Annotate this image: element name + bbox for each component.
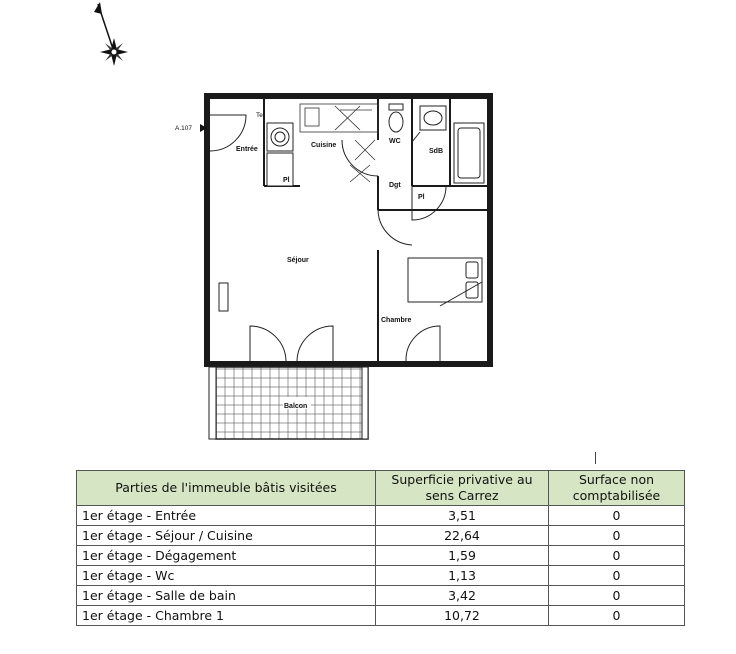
room-label-chambre: Chambre <box>381 317 412 324</box>
cell-non-comptabilisee: 0 <box>549 566 685 586</box>
cell-non-comptabilisee: 0 <box>549 526 685 546</box>
toilet-icon <box>389 104 403 132</box>
sink-icon <box>420 106 446 130</box>
compass-rose-icon <box>94 2 128 66</box>
table-row <box>77 566 685 586</box>
cell-carrez: 1,13 <box>376 566 549 586</box>
cell-carrez: 3,51 <box>376 506 549 526</box>
header-non-comptabilisee: Surface non comptabilisée <box>549 471 685 506</box>
cell-part: 1er étage - Wc <box>77 566 376 586</box>
room-label-pl-2: Pl <box>418 194 425 201</box>
cell-part: 1er étage - Chambre 1 <box>77 606 376 626</box>
table-row <box>77 526 685 546</box>
cell-non-comptabilisee: 0 <box>549 506 685 526</box>
bathtub-icon <box>454 123 484 183</box>
table-row <box>77 606 685 626</box>
cell-carrez: 3,42 <box>376 586 549 606</box>
table-row <box>77 546 685 566</box>
room-label-balcon: Balcon <box>284 403 308 410</box>
table-header-row <box>77 471 685 506</box>
cell-part: 1er étage - Entrée <box>77 506 376 526</box>
room-label-dgt: Dgt <box>389 182 401 189</box>
room-label-entree: Entrée <box>236 146 258 153</box>
marker-tick <box>595 452 596 464</box>
area-table <box>76 470 685 626</box>
cell-part: 1er étage - Salle de bain <box>77 586 376 606</box>
cell-non-comptabilisee: 0 <box>549 606 685 626</box>
table-row <box>77 586 685 606</box>
cell-part: 1er étage - Dégagement <box>77 546 376 566</box>
cell-carrez: 22,64 <box>376 526 549 546</box>
room-label-sdb: SdB <box>429 148 443 155</box>
room-label-te: Te <box>256 112 263 119</box>
radiator <box>219 283 228 311</box>
cell-non-comptabilisee: 0 <box>549 546 685 566</box>
cell-non-comptabilisee: 0 <box>549 586 685 606</box>
room-label-cuisine: Cuisine <box>311 142 337 149</box>
header-carrez: Superficie privative au sens Carrez <box>376 471 549 506</box>
room-label-pl-1: Pl <box>283 177 290 184</box>
header-parts: Parties de l'immeuble bâtis visitées <box>77 471 376 506</box>
bed-icon <box>408 258 482 306</box>
room-label-sejour: Séjour <box>287 257 309 264</box>
cell-carrez: 10,72 <box>376 606 549 626</box>
room-label-wc: WC <box>389 138 401 145</box>
cell-carrez: 1,59 <box>376 546 549 566</box>
cell-part: 1er étage - Séjour / Cuisine <box>77 526 376 546</box>
table-row <box>77 506 685 526</box>
unit-ref-label: A.107 <box>175 125 192 132</box>
